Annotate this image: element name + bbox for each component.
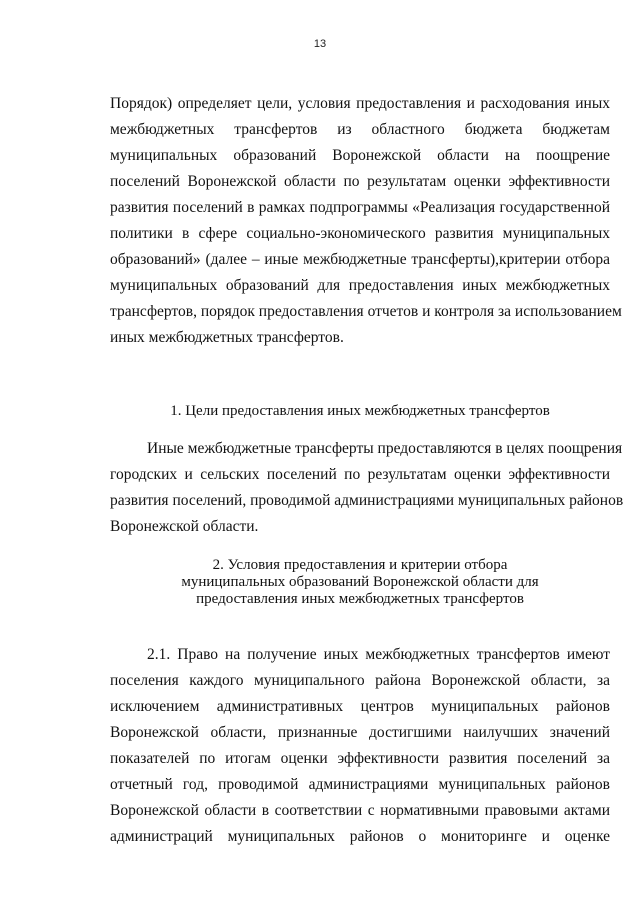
section-1-line-4: Воронежской области. (110, 518, 259, 535)
section-2-line-5: показателей по итогам оценки эффективности развития поселений за (110, 750, 610, 767)
section-2-heading-line-3: предоставления иных межбюджетных трансфертов (196, 591, 524, 607)
intro-line-2: межбюджетных трансфертов из областного бюджета бюджетам (110, 121, 610, 138)
intro-line-1: Порядок) определяет цели, условия предоставления и расходования иных (110, 95, 610, 112)
intro-line-6: политики в сфере социально-экономического развития муниципальных (110, 225, 610, 242)
intro-line-8: муниципальных образований для предоставления иных межбюджетных (110, 277, 610, 294)
intro-line-4: поселений Воронежской области по результатам оценки эффективности (110, 173, 610, 190)
section-2-line-3: исключением административных центров муниципальных районов (110, 698, 610, 715)
intro-line-3: муниципальных образований Воронежской области на поощрение (110, 147, 610, 164)
intro-line-10: иных межбюджетных трансфертов. (110, 329, 344, 346)
section-2-line-4: Воронежской области, признанные достигшими наилучших значений (110, 724, 610, 741)
intro-line-7: образований» (далее – иные межбюджетные трансферты),критерии отбора (110, 251, 610, 268)
section-2-line-8: администраций муниципальных районов о мониторинге и оценке (110, 828, 610, 845)
section-1-line-2: городских и сельских поселений по результатам оценки эффективности (110, 466, 610, 483)
section-2-line-2: поселения каждого муниципального района Воронежской области, за (110, 672, 610, 689)
section-2-line-6: отчетный год, проводимой администрациями муниципальных районов (110, 776, 610, 793)
section-2-line-7: Воронежской области в соответствии с нормативными правовыми актами (110, 802, 610, 819)
intro-line-5: развития поселений в рамках подпрограммы «Реализация государственной (110, 199, 610, 216)
section-1-line-3: развития поселений, проводимой администрациями муниципальных районов (110, 492, 624, 509)
section-2-heading-line-1: 2. Условия предоставления и критерии отбора (212, 557, 508, 573)
intro-line-9: трансфертов, порядок предоставления отчетов и контроля за использованием (110, 303, 622, 320)
section-2-heading-line-2: муниципальных образований Воронежской области для (181, 574, 539, 590)
section-1-heading: 1. Цели предоставления иных межбюджетных трансфертов (170, 403, 550, 419)
page-number: 13 (313, 38, 327, 50)
section-2-line-1: 2.1. Право на получение иных межбюджетных трансфертов имеют (147, 646, 610, 663)
section-1-line-1: Иные межбюджетные трансферты предоставляются в целях поощрения (147, 440, 623, 457)
